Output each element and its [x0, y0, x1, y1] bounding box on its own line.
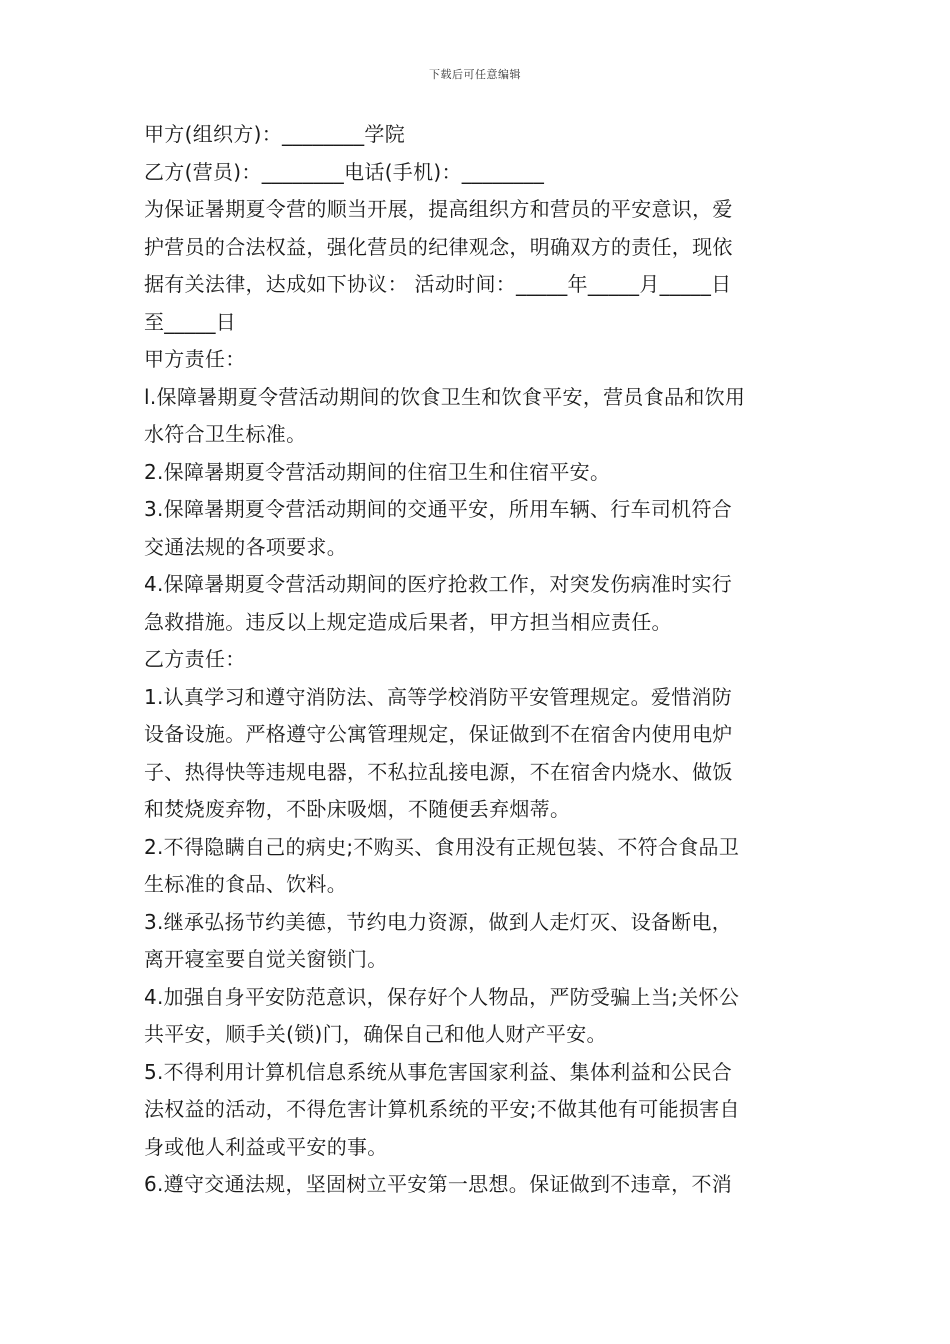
- text-line: 4.加强自身平安防范意识，保存好个人物品，严防受骗上当;关怀公: [144, 984, 740, 1009]
- text-line: 共平安，顺手关(锁)门，确保自己和他人财产平安。: [144, 1022, 607, 1046]
- text-line: 生标准的食品、饮料。: [144, 872, 347, 896]
- text-line: 护营员的合法权益，强化营员的纪律观念，明确双方的责任，现依: [144, 234, 733, 259]
- text-line: 离开寝室要自觉关窗锁门。: [144, 947, 388, 971]
- section-heading: 甲方责任：: [144, 347, 246, 371]
- text-line: 2.保障暑期夏令营活动期间的住宿卫生和住宿平安。: [144, 459, 611, 484]
- text-line: 4.保障暑期夏令营活动期间的医疗抢救工作，对突发伤病准时实行: [144, 572, 733, 596]
- text-line: 甲方(组织方)：________学院: [144, 122, 406, 146]
- text-line: 3.保障暑期夏令营活动期间的交通平安，所用车辆、行车司机符合: [144, 497, 733, 521]
- text-line: 交通法规的各项要求。: [144, 534, 347, 559]
- text-line: 据有关法律，达成如下协议： 活动时间：_____年_____月_____日: [144, 272, 732, 296]
- page-header: [0, 66, 950, 82]
- text-line: 乙方(营员)：________电话(手机)：________: [144, 159, 545, 184]
- text-line: 至_____日: [144, 309, 237, 334]
- header-text: 下载后可任意编辑: [429, 68, 521, 81]
- text-line: 法权益的活动，不得危害计算机系统的平安;不做其他有可能损害自: [144, 1097, 740, 1121]
- section-heading: 乙方责任：: [144, 647, 246, 671]
- text-line: 设备设施。严格遵守公寓管理规定，保证做到不在宿舍内使用电炉: [144, 722, 733, 746]
- text-line: 为保证暑期夏令营的顺当开展，提高组织方和营员的平安意识，爱: [144, 197, 733, 221]
- text-line: 3.继承弘扬节约美德，节约电力资源，做到人走灯灭、设备断电，: [144, 909, 733, 934]
- text-line: 水符合卫生标准。: [144, 422, 307, 446]
- text-line: 6.遵守交通法规，坚固树立平安第一思想。保证做到不违章，不消: [144, 1172, 733, 1196]
- text-line: 和焚烧废弃物，不卧床吸烟，不随便丢弃烟蒂。: [144, 797, 571, 821]
- document-body: [144, 116, 810, 1204]
- text-line: 1.认真学习和遵守消防法、高等学校消防平安管理规定。爱惜消防: [144, 684, 733, 709]
- text-line: 急救措施。违反以上规定造成后果者，甲方担当相应责任。: [144, 609, 672, 634]
- text-line: l.保障暑期夏令营活动期间的饮食卫生和饮食平安，营员食品和饮用: [144, 384, 746, 409]
- text-line: 子、热得快等违规电器，不私拉乱接电源，不在宿舍内烧水、做饭: [144, 759, 733, 784]
- text-line: 身或他人利益或平安的事。: [144, 1134, 388, 1159]
- text-line: 5.不得利用计算机信息系统从事危害国家利益、集体利益和公民合: [144, 1059, 733, 1084]
- text-line: 2.不得隐瞒自己的病史;不购买、食用没有正规包装、不符合食品卫: [144, 834, 740, 859]
